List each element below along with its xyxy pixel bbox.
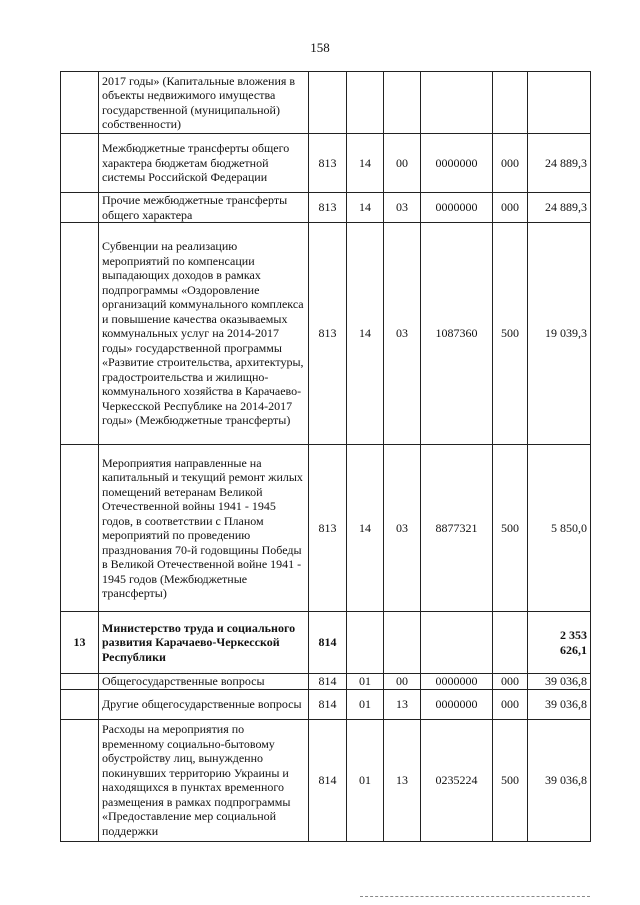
- code-section: 01: [347, 674, 384, 690]
- row-description: Мероприятия направленные на капитальный и текущий ремонт жилых помещений ветеранам Великой Отечественной войны 1941 - 1945 годов, в соответствии с Планом мероприятий по проведению празднования 70-й годовщины Победы в Великой Отечественной войне 1941 - 1945 годов (Межбюджетные трансферты): [99, 445, 309, 612]
- code-target-article: [421, 612, 493, 674]
- code-target-article: 0000000: [421, 674, 493, 690]
- scan-edge-divider: [360, 896, 590, 897]
- row-description: Министерство труда и социального развития Карачаево-Черкесской Республики: [99, 612, 309, 674]
- code-subsection: 00: [384, 674, 421, 690]
- code-expense-type: 500: [493, 223, 528, 445]
- code-expense-type: 500: [493, 719, 528, 841]
- row-number: [61, 193, 99, 223]
- code-department: 814: [309, 612, 347, 674]
- code-expense-type: 000: [493, 193, 528, 223]
- row-amount: 39 036,8: [528, 674, 591, 690]
- code-department: 813: [309, 445, 347, 612]
- code-expense-type: [493, 72, 528, 134]
- row-number: [61, 719, 99, 841]
- row-description: Общегосударственные вопросы: [99, 674, 309, 690]
- code-expense-type: [493, 612, 528, 674]
- table-row: [61, 223, 591, 445]
- code-expense-type: 500: [493, 445, 528, 612]
- code-section: 01: [347, 719, 384, 841]
- table-row: [61, 674, 591, 690]
- code-section: [347, 612, 384, 674]
- code-department: 813: [309, 193, 347, 223]
- code-subsection: 03: [384, 445, 421, 612]
- code-section: 14: [347, 134, 384, 193]
- table-row: [61, 445, 591, 612]
- code-subsection: 13: [384, 719, 421, 841]
- code-target-article: 1087360: [421, 223, 493, 445]
- code-department: 813: [309, 134, 347, 193]
- code-target-article: 0000000: [421, 689, 493, 719]
- code-expense-type: 000: [493, 689, 528, 719]
- code-subsection: [384, 72, 421, 134]
- code-subsection: [384, 612, 421, 674]
- code-expense-type: 000: [493, 134, 528, 193]
- code-section: 14: [347, 223, 384, 445]
- code-department: [309, 72, 347, 134]
- code-department: 814: [309, 689, 347, 719]
- row-amount: 24 889,3: [528, 193, 591, 223]
- row-amount: 39 036,8: [528, 719, 591, 841]
- table-row: [61, 719, 591, 841]
- code-section: [347, 72, 384, 134]
- code-target-article: 8877321: [421, 445, 493, 612]
- code-target-article: 0235224: [421, 719, 493, 841]
- code-subsection: 00: [384, 134, 421, 193]
- code-department: 814: [309, 719, 347, 841]
- code-section: 14: [347, 445, 384, 612]
- table-row: [61, 689, 591, 719]
- page-number: 158: [310, 40, 330, 55]
- table-row: [61, 193, 591, 223]
- row-amount: 19 039,3: [528, 223, 591, 445]
- row-number: 13: [61, 612, 99, 674]
- row-description: 2017 годы» (Капитальные вложения в объекты недвижимого имущества государственной (муниципальной) собственности): [99, 72, 309, 134]
- row-description: Другие общегосударственные вопросы: [99, 689, 309, 719]
- row-amount: 2 353 626,1: [528, 612, 591, 674]
- table-row-ministry: [61, 612, 591, 674]
- row-amount: 39 036,8: [528, 689, 591, 719]
- row-description: Субвенции на реализацию мероприятий по компенсации выпадающих доходов в рамках подпрограммы «Оздоровление организаций коммунального комплекса и повышение качества оказываемых коммунальных услуг на 2014-2017 годы» государственной программы «Развитие строительства, архитектуры, градостроительства и жилищно-коммунального хозяйства в Карачаево-Черкесской Республике на 2014-2017 годы» (Межбюджетные трансферты): [99, 223, 309, 445]
- row-description: Межбюджетные трансферты общего характера бюджетам бюджетной системы Российской Федерации: [99, 134, 309, 193]
- table-row: [61, 72, 591, 134]
- row-number: [61, 223, 99, 445]
- code-expense-type: 000: [493, 674, 528, 690]
- code-target-article: 0000000: [421, 193, 493, 223]
- code-department: 814: [309, 674, 347, 690]
- row-amount: 5 850,0: [528, 445, 591, 612]
- row-number: [61, 445, 99, 612]
- row-amount: 24 889,3: [528, 134, 591, 193]
- code-subsection: 03: [384, 223, 421, 445]
- row-number: [61, 689, 99, 719]
- row-amount: [528, 72, 591, 134]
- code-section: 01: [347, 689, 384, 719]
- table-body: [61, 72, 591, 842]
- row-description: Расходы на мероприятия по временному социально-бытовому обустройству лиц, вынужденно покинувших территорию Украины и находящихся в пунктах временного размещения в рамках подпрограммы «Предоставление мер социальной поддержки: [99, 719, 309, 841]
- row-number: [61, 134, 99, 193]
- code-subsection: 13: [384, 689, 421, 719]
- row-number: [61, 674, 99, 690]
- code-target-article: [421, 72, 493, 134]
- budget-table: [60, 71, 591, 842]
- row-number: [61, 72, 99, 134]
- code-subsection: 03: [384, 193, 421, 223]
- row-description: Прочие межбюджетные трансферты общего характера: [99, 193, 309, 223]
- table-row: [61, 134, 591, 193]
- code-target-article: 0000000: [421, 134, 493, 193]
- code-department: 813: [309, 223, 347, 445]
- code-section: 14: [347, 193, 384, 223]
